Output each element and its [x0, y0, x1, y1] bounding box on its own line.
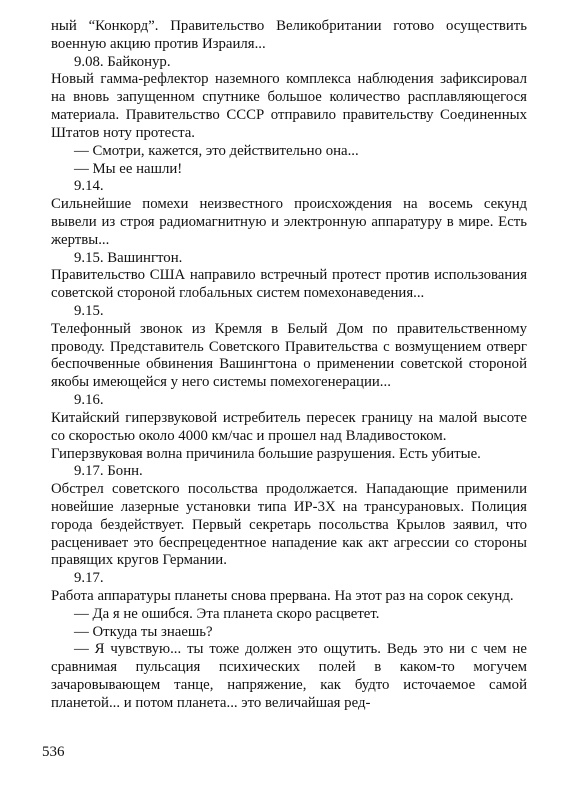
paragraph-18: Работа аппаратуры планеты снова прервана. На этот раз на сорок секунд. — [51, 588, 514, 604]
paragraph-1: ный “Конкорд”. Правительство Великобритании готово осуществить военную акцию против Израиля... — [51, 18, 527, 52]
paragraph-8: 9.15. Вашингтон. — [74, 249, 183, 266]
paragraph-15: 9.17. Бонн. — [74, 463, 143, 480]
paragraph-13: Китайский гиперзвуковой истребитель пересек границу на малой высоте со скоростью около 4000 км/час и прошел над Владивостоком. — [51, 409, 527, 444]
paragraph-2: 9.08. Байконур. — [74, 53, 171, 70]
text-column — [51, 18, 527, 713]
paragraph-17: 9.17. — [74, 570, 104, 587]
paragraph-19: — Да я не ошибся. Эта планета скоро расцветет. — [74, 605, 380, 622]
paragraph-21: — Я чувствую... ты тоже должен это ощутить. Ведь это ни с чем не сравнимая пульсация психических полей в каком-то могучем зачаровывающем танце, напряжение, как будто источаемое самой планетой... и потом планета... это величайшая ред- — [51, 641, 527, 711]
paragraph-20: — Откуда ты знаешь? — [74, 623, 213, 640]
page-number: 536 — [42, 744, 65, 760]
paragraph-9: Правительство США направило встречный протест против использования советской стороной глобальных систем помехонаведения... — [51, 267, 527, 302]
paragraph-6: 9.14. — [74, 178, 104, 195]
paragraph-3: Новый гамма-рефлектор наземного комплекса наблюдения зафиксировал на вновь запущенном спутнике большое количество расплавляющегося материала. Правительство СССР отправило правительству Соединенных Штатов ноту протеста. — [51, 71, 527, 141]
paragraph-11: Телефонный звонок из Кремля в Белый Дом по правительственному проводу. Представитель Советского Правительства с возмущением отверг беспочвенные обвинения Вашингтона о применении советской стороной якобы имеющейся у него системы помехогенерации... — [51, 320, 527, 391]
paragraph-7: Сильнейшие помехи неизвестного происхождения на восемь секунд вывели из строя радиомагнитную и электронную аппаратуру в мире. Есть жертвы... — [51, 196, 527, 248]
paragraph-10: 9.15. — [74, 303, 104, 319]
paragraph-16: Обстрел советского посольства продолжается. Нападающие применили новейшие лазерные установки типа ИР-3Х на трансурановых. Полиция города бездействует. Первый секретарь посольства Крылов заявил, что расценивает это беспрецедентное нападение как акт агрессии со стороны правящих кругов Германии. — [51, 481, 527, 569]
paragraph-5: — Мы ее нашли! — [74, 160, 183, 177]
paragraph-12: 9.16. — [74, 392, 104, 409]
paragraph-14: Гиперзвуковая волна причинила большие разрушения. Есть убитые. — [51, 445, 481, 462]
paragraph-4: — Смотри, кажется, это действительно она... — [74, 142, 359, 159]
